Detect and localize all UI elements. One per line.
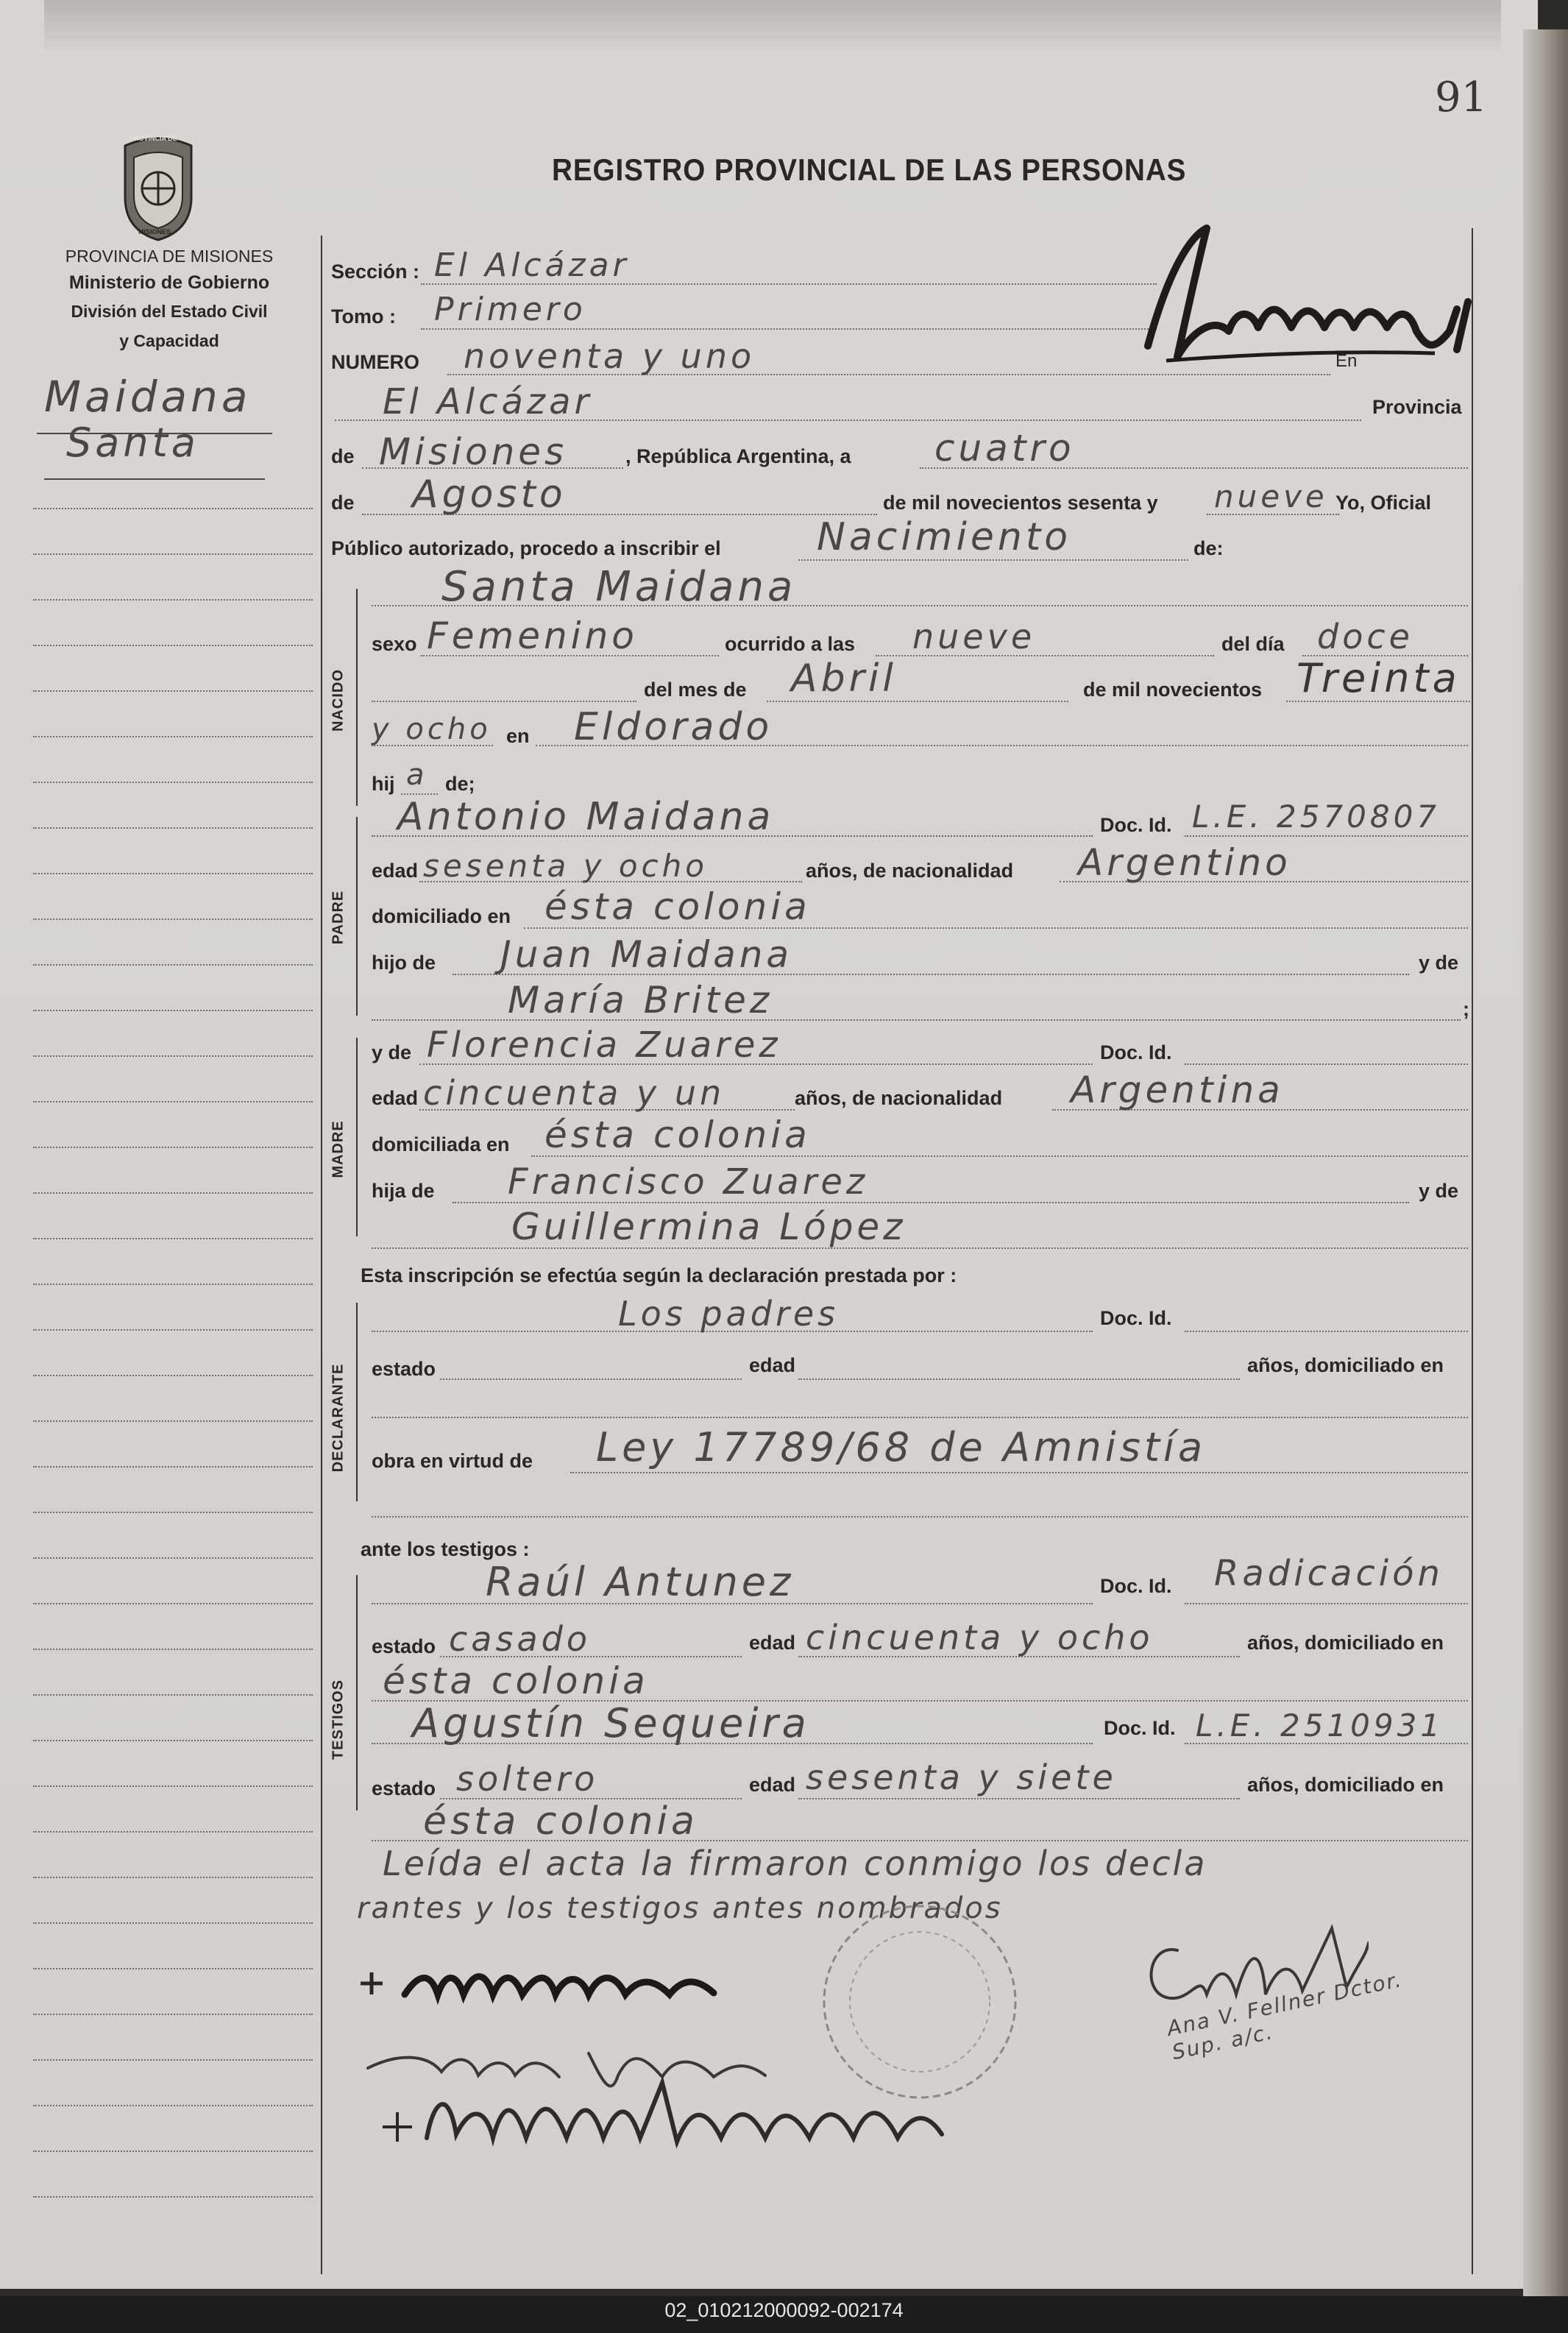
label-numero: NUMERO: [331, 351, 419, 373]
field-line: [798, 559, 1188, 561]
entry-padre-nombre: Antonio Maidana: [397, 795, 775, 839]
document-title: REGISTRO PROVINCIAL DE LAS PERSONAS: [552, 152, 1187, 187]
field-line: [1185, 1603, 1468, 1604]
label-estado: estado: [372, 1358, 436, 1380]
label-domiciliado-en: domiciliado en: [372, 905, 511, 927]
entry-testigo2-edad: sesenta y siete: [806, 1757, 1117, 1797]
label-declaracion: Esta inscripción se efectúa según la declaración prestada por :: [361, 1264, 957, 1286]
entry-padre-doc: L.E. 2570807: [1192, 799, 1441, 835]
footer-reference: 02_010212000092-002174: [664, 2299, 904, 2321]
label-y-de: y de: [1419, 952, 1459, 974]
entry-numero: noventa y uno: [464, 336, 756, 376]
section-label-declarante: DECLARANTE: [330, 1363, 347, 1473]
form-left-border: [321, 236, 322, 2274]
margin-line: [33, 736, 313, 737]
entry-testigo2-doc: L.E. 2510931: [1196, 1707, 1444, 1743]
margin-surname: Maidana: [44, 372, 252, 422]
entry-madre-madre: Guillermina López: [511, 1206, 907, 1248]
label-semicolon: ;: [1463, 998, 1469, 1020]
label-estado-testigo2: estado: [372, 1777, 436, 1799]
label-anos-dom-testigo1: años, domiciliado en: [1247, 1632, 1444, 1654]
margin-line: [33, 2059, 313, 2061]
entry-madre-nac: Argentina: [1071, 1069, 1284, 1111]
label-edad: edad: [372, 860, 419, 882]
field-line: [440, 1378, 742, 1380]
entry-mes-acta: Agosto: [412, 472, 567, 517]
official-stamp-text: Ana V. Fellner Dctor. Sup. a/c.: [1165, 1966, 1405, 2065]
entry-anio-nac-2: y ocho: [372, 712, 492, 746]
entry-testigo2-dom: ésta colonia: [423, 1799, 698, 1844]
emblem-bottom-text: MISIONES: [138, 228, 171, 236]
entry-hora: nueve: [912, 617, 1036, 656]
label-mil-nov: de mil novecientos: [1083, 679, 1263, 701]
field-line: [421, 328, 1157, 330]
entry-testigo1-dom: ésta colonia: [383, 1660, 649, 1702]
signature-mark-1: [346, 1943, 758, 2024]
margin-line: [33, 1740, 313, 1741]
margin-line: [33, 1101, 313, 1102]
field-line: [1185, 1331, 1468, 1332]
entry-virtud: Ley 17789/68 de Amnistía: [596, 1424, 1207, 1470]
closing-line-1: Leída el acta la firmaron conmigo los decla: [383, 1844, 1207, 1883]
label-de3: de:: [1193, 537, 1224, 559]
margin-line: [33, 1694, 313, 1696]
margin-line: [33, 1922, 313, 1924]
label-en2: en: [506, 725, 530, 747]
margin-line: [33, 1466, 313, 1468]
entry-testigo2: Agustín Sequeira: [412, 1700, 810, 1746]
entry-testigo1-estado: casado: [449, 1619, 591, 1659]
entry-testigo1-edad: cincuenta y ocho: [806, 1618, 1154, 1657]
entry-madre-nombre: Florencia Zuarez: [427, 1024, 781, 1066]
label-estado-testigo1: estado: [372, 1635, 436, 1657]
label-hijo-de: hijo de: [372, 952, 436, 974]
closing-line-2: rantes y los testigos antes nombrados: [357, 1891, 1003, 1925]
label-obra: obra en virtud de: [372, 1450, 533, 1472]
margin-line: [33, 2014, 313, 2015]
entry-mes-nac: Abril: [791, 656, 897, 701]
label-ocurrido: ocurrido a las: [725, 633, 856, 655]
officer-signature: [1126, 221, 1472, 390]
label-del-dia: del día: [1221, 633, 1285, 655]
entry-padre-padre: Juan Maidana: [500, 933, 793, 976]
field-line: [335, 419, 1361, 421]
margin-line: [33, 1512, 313, 1513]
label-y-de2: y de: [372, 1041, 412, 1063]
entry-nombre: Santa Maidana: [441, 563, 797, 611]
label-edad-testigo1: edad: [749, 1632, 796, 1654]
margin-line: [33, 690, 313, 692]
padre-bracket: [356, 817, 358, 1016]
margin-line: [33, 1055, 313, 1057]
provincial-emblem-icon: [118, 131, 199, 241]
label-yo-oficial: Yo, Oficial: [1335, 492, 1432, 514]
header-ministry: Ministerio de Gobierno: [68, 272, 270, 293]
page-top-edge: [44, 0, 1501, 52]
label-sexo: sexo: [372, 633, 417, 655]
label-doc-id-testigo2: Doc. Id.: [1104, 1717, 1176, 1739]
madre-bracket: [356, 1038, 358, 1236]
margin-line: [33, 1785, 313, 1787]
label-doc-id-madre: Doc. Id.: [1100, 1041, 1172, 1063]
margin-line: [33, 827, 313, 829]
margin-line: [33, 1238, 313, 1239]
label-republica: , República Argentina, a: [625, 445, 851, 467]
entry-declarante: Los padres: [618, 1294, 840, 1334]
margin-line: [33, 508, 313, 509]
margin-line: [33, 1147, 313, 1148]
field-line: [372, 605, 1468, 606]
header-province: PROVINCIA DE MISIONES: [65, 247, 274, 266]
entry-madre-edad: cincuenta y un: [423, 1073, 726, 1113]
label-edad-testigo2: edad: [749, 1774, 796, 1796]
label-del-mes: del mes de: [644, 679, 747, 701]
nacido-bracket: [356, 589, 358, 806]
entry-dia-nac: doce: [1317, 617, 1413, 656]
margin-line: [33, 2150, 313, 2152]
entry-seccion: El Alcázar: [434, 247, 630, 284]
margin-line: [33, 1420, 313, 1422]
entry-padre-madre: María Britez: [508, 979, 773, 1022]
label-edad-declarante: edad: [749, 1354, 796, 1376]
field-line: [372, 835, 1093, 837]
label-doc-id: Doc. Id.: [1100, 814, 1172, 836]
margin-underline: [44, 478, 265, 480]
margin-line: [33, 1010, 313, 1011]
form-right-border: [1472, 228, 1473, 2274]
margin-line: [33, 599, 313, 601]
label-edad-madre: edad: [372, 1087, 419, 1109]
folio-number: 91: [1435, 74, 1488, 121]
entry-sexo: Femenino: [427, 615, 638, 657]
label-anos-nac: años, de nacionalidad: [806, 860, 1014, 882]
entry-anio-nac-1: Treinta: [1296, 655, 1461, 701]
field-line: [372, 701, 636, 702]
margin-line: [33, 2196, 313, 2198]
header-capacidad: y Capacidad: [119, 331, 219, 350]
section-label-nacido: NACIDO: [330, 669, 347, 732]
entry-padre-nac: Argentino: [1078, 841, 1291, 884]
label-anos-dom: años, domiciliado en: [1247, 1354, 1444, 1376]
label-hija-de: hija de: [372, 1180, 435, 1202]
field-line: [372, 1516, 1468, 1518]
margin-line: [33, 1375, 313, 1376]
field-line: [798, 1378, 1240, 1380]
section-label-madre: MADRE: [330, 1120, 347, 1178]
entry-testigo2-estado: soltero: [456, 1759, 599, 1799]
entry-hij-suffix: a: [406, 758, 428, 792]
margin-line: [33, 1649, 313, 1650]
label-tomo: Tomo :: [331, 305, 396, 328]
field-line: [372, 1417, 1468, 1418]
header-division: División del Estado Civil: [71, 302, 268, 321]
margin-line: [33, 1968, 313, 1969]
entry-tipo: Nacimiento: [817, 515, 1072, 559]
field-line: [767, 701, 1068, 702]
margin-line: [33, 553, 313, 555]
declarante-bracket: [356, 1303, 358, 1501]
label-domiciliada-en: domiciliada en: [372, 1133, 510, 1155]
section-label-padre: PADRE: [330, 890, 347, 945]
entry-madre-dom: ésta colonia: [544, 1114, 811, 1156]
signature-agustin-sequeira: [368, 2068, 1177, 2178]
label-mil-sesenta: de mil novecientos sesenta y: [883, 492, 1158, 514]
book-edge: [1523, 29, 1568, 2304]
label-en: En: [1335, 351, 1358, 371]
label-seccion: Sección :: [331, 261, 420, 283]
margin-line: [33, 964, 313, 966]
margin-line: [33, 918, 313, 920]
entry-provincia: Misiones: [379, 431, 568, 473]
margin-line: [33, 1603, 313, 1604]
label-hij: hij: [372, 773, 395, 795]
label-de2: de: [331, 492, 355, 514]
entry-lugar-nac: Eldorado: [574, 705, 773, 749]
label-y-de-madre: y de: [1419, 1180, 1459, 1202]
label-anos-nac-madre: años, de nacionalidad: [795, 1087, 1003, 1109]
margin-line: [33, 782, 313, 783]
label-doc-id-testigo1: Doc. Id.: [1100, 1575, 1172, 1597]
entry-madre-padre: Francisco Zuarez: [508, 1161, 869, 1203]
testigos-bracket: [356, 1575, 358, 1810]
field-line: [798, 1798, 1240, 1799]
margin-line: [33, 1329, 313, 1331]
label-anos-dom-testigo2: años, domiciliado en: [1247, 1774, 1444, 1796]
label-ante-testigos: ante los testigos :: [361, 1538, 530, 1560]
field-line: [1185, 1063, 1468, 1065]
entry-testigo1-doc: Radicación: [1214, 1553, 1444, 1594]
label-publico: Público autorizado, procedo a inscribir el: [331, 537, 721, 559]
margin-line: [33, 645, 313, 646]
emblem-top-text: PROVINCIA DE: [130, 135, 177, 142]
margin-line: [33, 1831, 313, 1833]
margin-line: [33, 1192, 313, 1194]
label-doc-id-declarante: Doc. Id.: [1100, 1307, 1172, 1329]
margin-line: [33, 873, 313, 874]
label-de: de: [331, 445, 355, 467]
entry-tomo: Primero: [434, 291, 586, 328]
section-label-testigos: TESTIGOS: [330, 1679, 347, 1760]
entry-padre-edad: sesenta y ocho: [423, 848, 708, 884]
entry-localidad: El Alcázar: [383, 381, 593, 422]
field-line: [570, 1472, 1468, 1473]
label-provincia: Provincia: [1372, 396, 1462, 418]
margin-line: [33, 1877, 313, 1878]
entry-testigo1: Raúl Antunez: [486, 1559, 795, 1605]
label-de4: de;: [445, 773, 475, 795]
field-line: [372, 745, 493, 746]
margin-given-name: Santa: [66, 419, 199, 466]
margin-line: [33, 1557, 313, 1559]
entry-dia-acta: cuatro: [934, 427, 1075, 470]
margin-line: [33, 2105, 313, 2106]
entry-anio-acta: nueve: [1214, 478, 1328, 514]
margin-line: [33, 1284, 313, 1285]
entry-padre-dom: ésta colonia: [544, 885, 811, 928]
field-line: [1185, 835, 1468, 837]
